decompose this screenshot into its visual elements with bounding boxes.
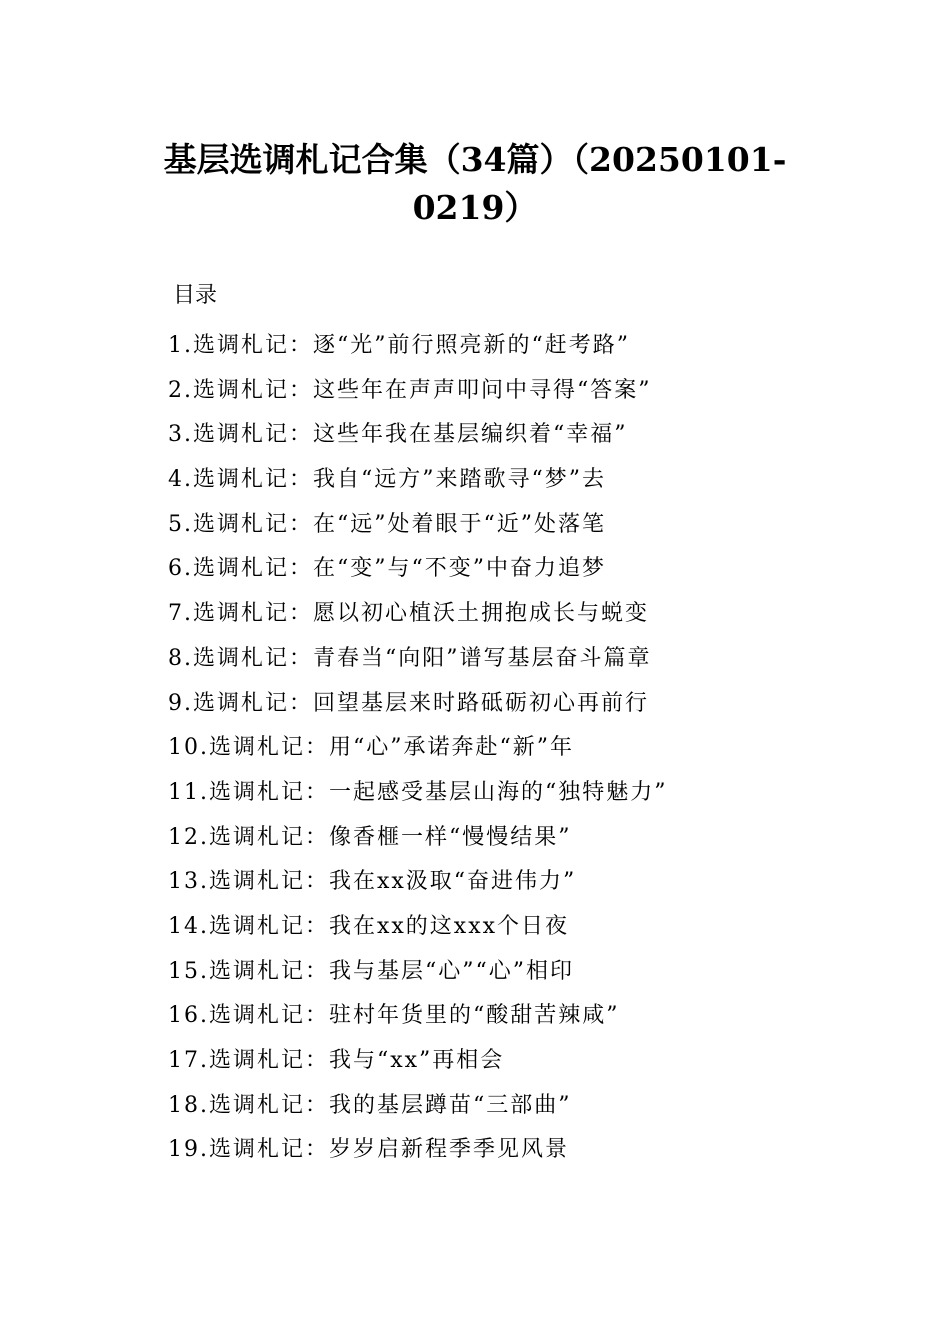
toc-item: 14.选调札记：我在xx的这xxx个日夜 [168, 913, 570, 939]
document-title: 基层选调札记合集（34篇）（20250101-0219） [163, 140, 787, 227]
toc-item: 10.选调札记：用“心”承诺奔赴“新”年 [168, 735, 574, 761]
toc-item: 19.选调札记：岁岁启新程季季见风景 [168, 1137, 569, 1163]
toc-item: 16.选调札记：驻村年货里的“酸甜苦辣咸” [168, 1003, 620, 1029]
toc-item: 1.选调札记：逐“光”前行照亮新的“赶考路” [168, 333, 630, 358]
toc-item: 12.选调札记：像香榧一样“慢慢结果” [168, 824, 572, 850]
toc-item: 5.选调札记：在“远”处着眼于“近”处落笔 [168, 511, 606, 537]
toc-item: 11.选调札记：一起感受基层山海的“独特魅力” [168, 779, 668, 805]
toc-item: 9.选调札记：回望基层来时路砥砺初心再前行 [168, 690, 649, 716]
toc-item: 2.选调札记：这些年在声声叩问中寻得“答案” [168, 377, 652, 403]
toc-list [168, 324, 667, 1173]
toc-item: 18.选调札记：我的基层蹲苗“三部曲” [168, 1092, 572, 1118]
toc-heading: 目录 [173, 283, 218, 308]
toc-item: 4.选调札记：我自“远方”来踏歌寻“梦”去 [168, 467, 606, 493]
toc-item: 3.选调札记：这些年我在基层编织着“幸福” [168, 422, 628, 448]
toc-item: 13.选调札记：我在xx汲取“奋进伟力” [168, 869, 577, 895]
toc-item: 15.选调札记：我与基层“心”“心”相印 [168, 958, 574, 984]
toc-item: 6.选调札记：在“变”与“不变”中奋力追梦 [168, 556, 606, 582]
toc-item: 7.选调札记：愿以初心植沃土拥抱成长与蜕变 [168, 601, 649, 627]
toc-item: 8.选调札记：青春当“向阳”谱写基层奋斗篇章 [168, 645, 652, 671]
toc-item: 17.选调札记：我与“xx”再相会 [168, 1048, 505, 1073]
